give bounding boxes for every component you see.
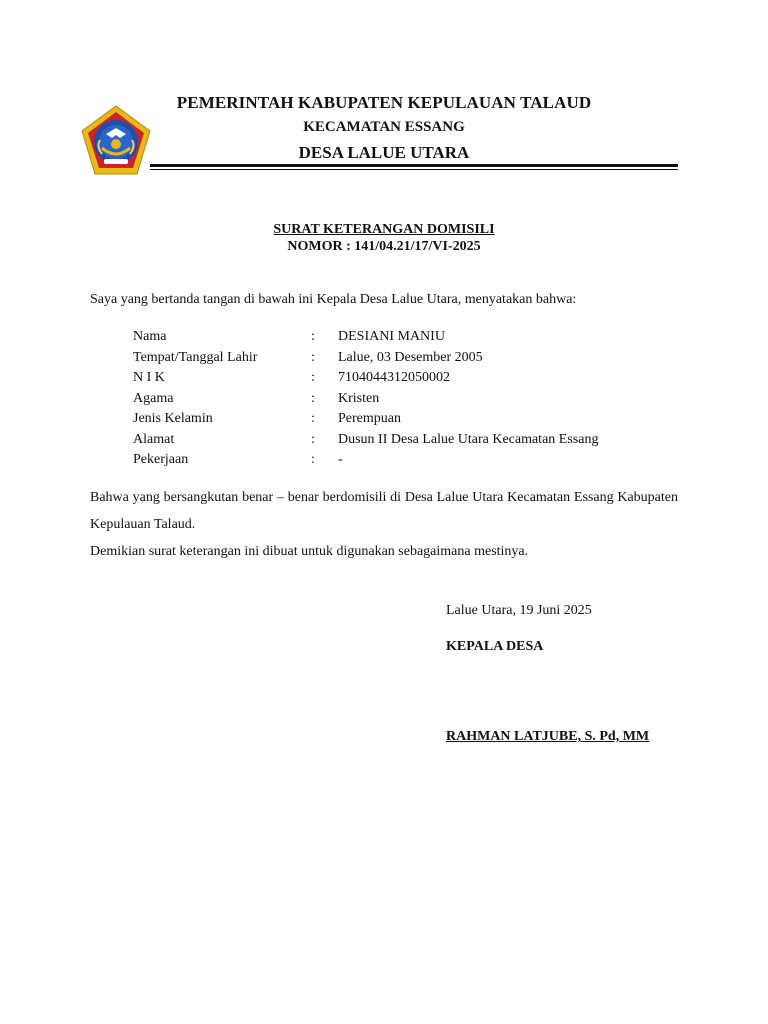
identity-label: N I K [133, 370, 165, 385]
identity-value: - [338, 452, 343, 467]
identity-row-name [133, 327, 678, 348]
identity-row-religion [133, 389, 678, 410]
identity-value: Perempuan [338, 411, 401, 426]
identity-label: Agama [133, 390, 174, 406]
identity-separator: : [311, 370, 315, 385]
letterhead-government: PEMERINTAH KABUPATEN KEPULAUAN TALAUD [176, 93, 592, 112]
identity-separator: : [311, 349, 315, 365]
letterhead-village: DESA LALUE UTARA [298, 143, 470, 162]
document-number: NOMOR : 141/04.21/17/VI-2025 [287, 239, 481, 254]
identity-separator: : [311, 390, 315, 406]
identity-label: Tempat/Tanggal Lahir [133, 349, 258, 365]
closing-sentence: Demikian surat keterangan ini dibuat untuk digunakan sebagaimana mestinya. [90, 544, 529, 559]
identity-value: DESIANI MANIU [338, 329, 445, 344]
letterhead-district: KECAMATAN ESSANG [303, 119, 465, 135]
signature-position: KEPALA DESA [446, 639, 544, 654]
identity-row-address [133, 430, 678, 451]
regency-crest-icon [80, 104, 152, 176]
identity-table [133, 327, 678, 471]
document-title: SURAT KETERANGAN DOMISILI [273, 222, 495, 237]
identity-separator: : [311, 452, 315, 467]
identity-label: Pekerjaan [133, 452, 189, 467]
identity-row-birth [133, 348, 678, 369]
identity-separator: : [311, 329, 315, 344]
identity-value: Dusun II Desa Lalue Utara Kecamatan Essang [338, 431, 599, 447]
letterhead-rule-thick [150, 164, 678, 167]
identity-value: 7104044312050002 [338, 370, 450, 385]
identity-row-occupation [133, 450, 678, 471]
signature-place-date: Lalue Utara, 19 Juni 2025 [446, 603, 592, 618]
identity-separator: : [311, 411, 315, 426]
identity-value: Kristen [338, 390, 380, 406]
identity-label: Alamat [133, 431, 175, 447]
identity-row-gender [133, 409, 678, 430]
identity-separator: : [311, 431, 315, 447]
domicile-statement: Bahwa yang bersangkutan benar – benar berdomisili di Desa Lalue Utara Kecamatan Essang Kabupaten Kepulauan Talaud. [90, 490, 678, 532]
letterhead-rule-thin [150, 169, 678, 170]
identity-value: Lalue, 03 Desember 2005 [338, 349, 483, 365]
identity-label: Nama [133, 329, 167, 344]
intro-paragraph: Saya yang bertanda tangan di bawah ini Kepala Desa Lalue Utara, menyatakan bahwa: [90, 292, 577, 307]
signature-name: RAHMAN LATJUBE, S. Pd, MM [446, 729, 650, 744]
identity-row-nik [133, 368, 678, 389]
identity-label: Jenis Kelamin [133, 411, 213, 426]
